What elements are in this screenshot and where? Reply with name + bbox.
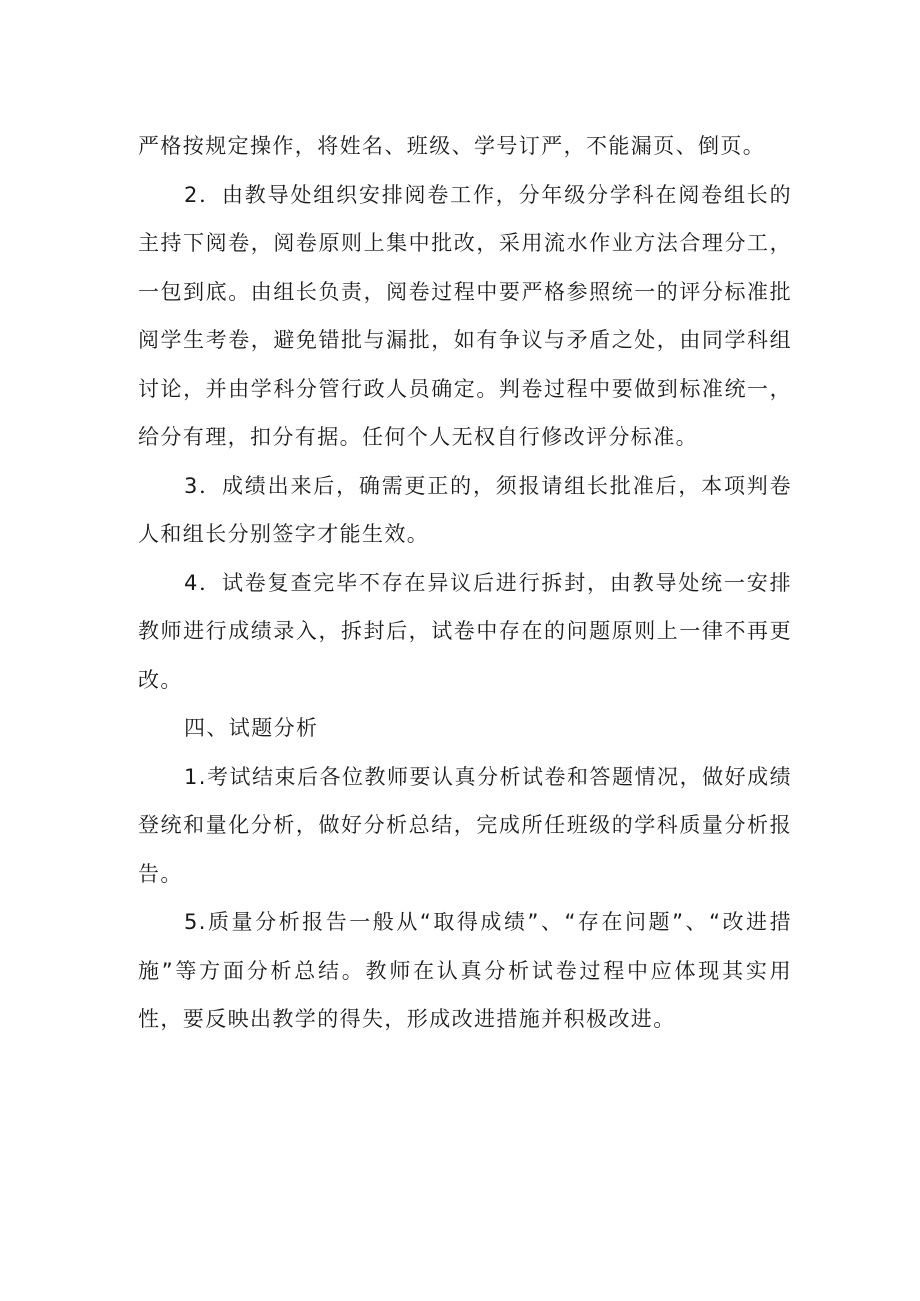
paragraph-item-3: 3．成绩出来后，确需更正的，须报请组长批准后，本项判卷人和组长分别签字才能生效。 bbox=[138, 473, 792, 546]
paragraph-item-5: 5.质量分析报告一般从“取得成绩”、“存在问题”、“改进措施”等方面分析总结。教师在认真分析试卷过程中应体现其实用性，要反映出教学的得失，形成改进措施并积极改进。 bbox=[138, 910, 792, 1031]
paragraph-item-1: 1.考试结束后各位教师要认真分析试卷和答题情况，做好成绩登统和量化分析，做好分析总结，完成所任班级的学科质量分析报告。 bbox=[138, 764, 792, 886]
paragraph-item-2: 2．由教导处组织安排阅卷工作，分年级分学科在阅卷组长的主持下阅卷，阅卷原则上集中批改，采用流水作业方法合理分工，一包到底。由组长负责，阅卷过程中要严格参照统一的评分标准批阅学生考卷，避免错批与漏批，如有争议与矛盾之处，由同学科组讨论，并由学科分管行政人员确定。判卷过程中要做到标准统一，给分有理，扣分有据。任何个人无权自行修改评分标准。 bbox=[138, 182, 792, 449]
paragraph-continuation: 严格按规定操作，将姓名、班级、学号订严，不能漏页、倒页。 bbox=[138, 134, 766, 158]
paragraph-item-4: 4．试卷复查完毕不存在异议后进行拆封，由教导处统一安排教师进行成绩录入，拆封后，试卷中存在的问题原则上一律不再更改。 bbox=[138, 570, 792, 692]
section-heading-analysis: 四、试题分析 bbox=[184, 716, 319, 740]
document-body bbox=[138, 122, 792, 1044]
